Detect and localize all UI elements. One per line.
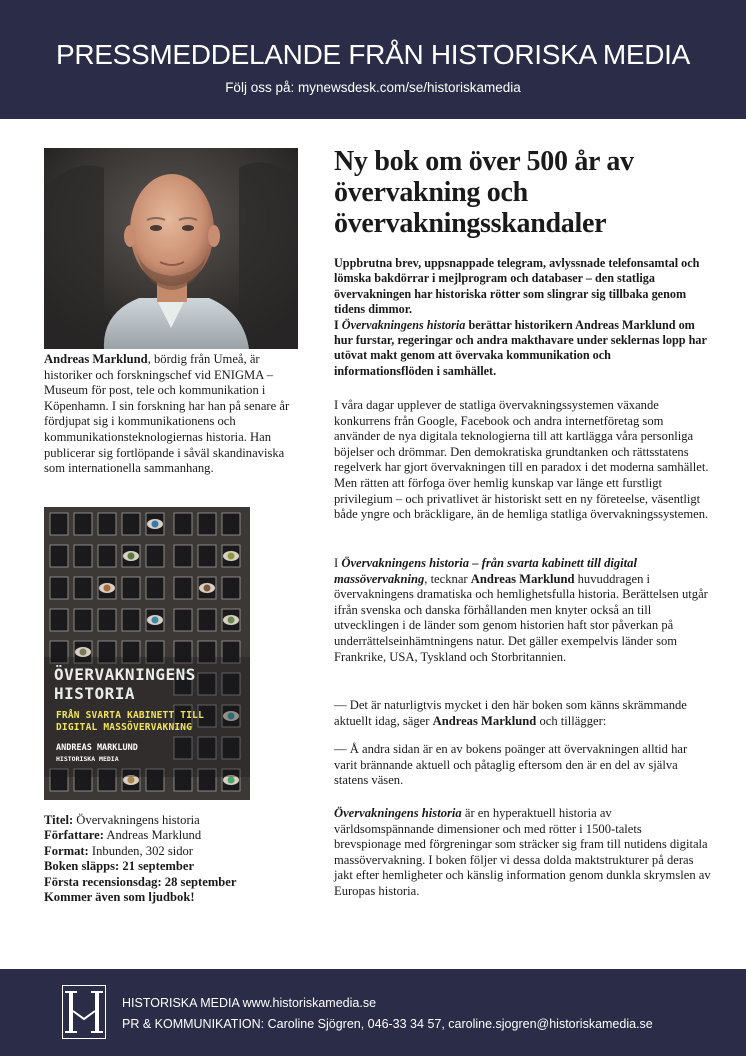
footer-contact[interactable]: PR & KOMMUNIKATION: Caroline Sjögren, 046-33 34 57, caroline.sjogren@historiskamedia.se: [122, 1017, 653, 1031]
book-cover: [44, 507, 250, 800]
paragraph-5: Övervakningens historia är en hyperaktuell historia av världsomspännande dimensioner och med rötter i 1500-talets brevspionage med förgreningar som sträcker sig fram till nutidens digitala massövervakning. I boken följer vi dessa dolda maktstrukturer på deras jakt efter hemligheter och känslig information genom dunkla skrymslen av Europas historia.: [334, 806, 711, 898]
paragraph-2: I Övervakningens historia – från svarta kabinett till digital massövervakning, tecknar Andreas Marklund huvuddragen i övervakningens dramatiska och hemlighetsfulla historia. Berättelsen utgår ifrån svenska och danska förhållanden men knyter också an till utvecklingen i de länder som genom historien haft stor påverkan på underrättelseinhämtningens natur. Det gäller exempelvis länder som Frankrike, USA, Tyskland och Storbritannien.: [334, 556, 708, 664]
cover-title: ÖVERVAKNINGENS HISTORIA: [54, 665, 196, 703]
cover-author: ANDREAS MARKLUND: [56, 743, 138, 753]
author-name: Andreas Marklund: [44, 352, 148, 366]
historiska-media-logo-icon: [62, 985, 106, 1039]
fact-release: Boken släpps: 21 september: [44, 859, 195, 874]
lead-part-2: I Övervakningens historia berättar historikern Andreas Marklund om hur furstar, regeringar och andra makthavare under seklernas lopp har utövat makt genom att övervaka kommunikation och informationsflöden i samhället.: [334, 317, 707, 378]
footer-banner: [0, 969, 746, 1056]
fact-title: Titel: Övervakningens historia: [44, 813, 200, 827]
fact-format: Format: Inbunden, 302 sidor: [44, 843, 194, 858]
press-release-title: PRESSMEDDELANDE FRÅN HISTORISKA MEDIA: [55, 39, 691, 70]
author-photo: [44, 148, 298, 349]
author-bio: [44, 352, 306, 477]
book-facts: [44, 813, 324, 905]
follow-link-text[interactable]: Följ oss på: mynewsdesk.com/se/historiskamedia: [225, 80, 521, 95]
cover-publisher: HISTORISKA MEDIA: [56, 755, 119, 763]
footer-company-line: [122, 996, 376, 1010]
paragraph-1: I våra dagar upplever de statliga övervakningssystemen växande konkurrens från Google, Facebook och andra internetföretag som använder de nya digitala teknologierna till att kartlägga våra personliga böjelser och drömmar. Den demokratiska grundtanken och rättsstatens regelverk har gjort övervakningen till en paradox i det moderna samhället. Men rätten att förfoga över hemlig kunskap var länge ett furstligt privilegium – och privatlivet är historiskt sett en ny företeelse, väsentligt både yngre och bräckligare, än de hemliga statliga övervakningssystemen.: [334, 398, 709, 522]
paragraph-3-quote: — Det är naturligtvis mycket i den här boken som känns skrämmande aktuellt idag, säger Andreas Marklund och tillägger:: [334, 698, 687, 728]
author-bio-text: , bördig från Umeå, är historiker och forskningschef vid ENIGMA – Museum för post, tele och kommunikation i Köpenhamn. I sin forskning har han på senare år fördjupat sig i kommunikationens och kommunikationsteknologiernas historia. Han publicerar sig fortlöpande i såväl skandinaviska som internationella sammanhang.: [44, 352, 290, 476]
author-portrait-image: [44, 148, 298, 349]
footer-website-link[interactable]: www.historiskamedia.se: [239, 996, 377, 1010]
fact-audio: Kommer även som ljudbok!: [44, 890, 195, 905]
lead-part-1: Uppbrutna brev, uppsnappade telegram, avlyssnade telefonsamtal och lömska bakdörrar i mejlprogram och databaser – den statliga övervakningen har historiska rötter som slingrar sig tillbaka genom tidens dimmor.: [334, 256, 700, 317]
footer-company: HISTORISKA MEDIA: [122, 996, 240, 1010]
article-lead: [334, 256, 712, 379]
fact-author: Författare: Andreas Marklund: [44, 828, 202, 843]
paragraph-4-quote: — Å andra sidan är en av bokens poänger att övervakningen alltid har varit brännande aktuell och påtaglig eftersom den är en del av själva statens väsen.: [334, 742, 688, 788]
article-headline: Ny bok om över 500 år av övervakning och övervakningsskandaler: [334, 146, 634, 239]
cover-subtitle: FRÅN SVARTA KABINETT TILL DIGITAL MASSÖVERVAKNING: [56, 710, 204, 733]
fact-review: Första recensionsdag: 28 september: [44, 874, 237, 889]
header-banner: [0, 0, 746, 119]
